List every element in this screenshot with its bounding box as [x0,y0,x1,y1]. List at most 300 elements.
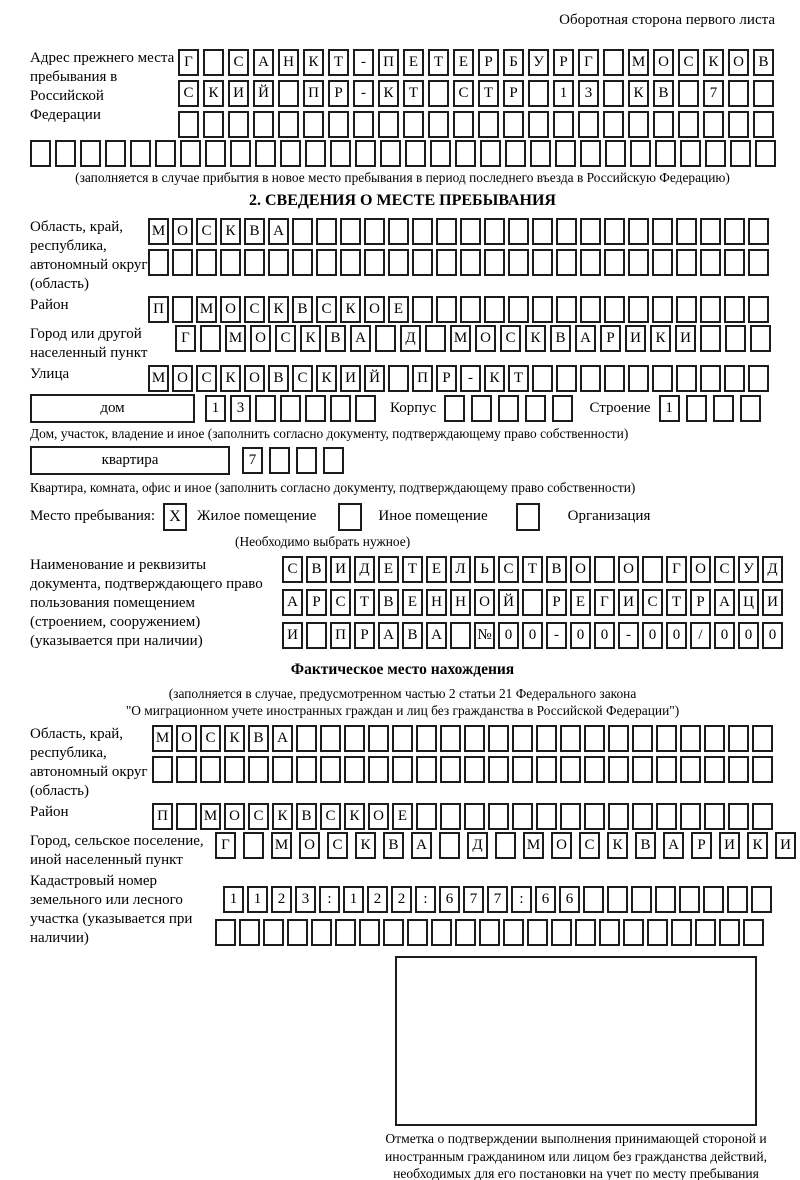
form-cell[interactable]: К [650,325,671,352]
form-cell[interactable]: С [292,365,313,392]
form-cell[interactable]: П [152,803,173,830]
form-cell[interactable] [748,365,769,392]
form-cell[interactable]: У [528,49,549,76]
form-cell[interactable] [30,140,51,167]
form-cell[interactable]: С [327,832,348,859]
form-cell[interactable] [555,140,576,167]
form-cell[interactable] [478,111,499,138]
form-cell[interactable] [556,218,577,245]
form-cell[interactable] [607,886,628,913]
form-cell[interactable] [743,919,764,946]
form-cell[interactable] [705,140,726,167]
form-cell[interactable] [532,218,553,245]
form-cell[interactable] [253,111,274,138]
form-cell[interactable]: О [474,589,495,616]
form-cell[interactable] [556,365,577,392]
form-cell[interactable]: П [378,49,399,76]
form-cell[interactable]: В [546,556,567,583]
form-cell[interactable]: Д [762,556,783,583]
form-cell[interactable]: Г [215,832,236,859]
form-cell[interactable] [255,140,276,167]
form-cell[interactable]: О [172,218,193,245]
form-cell[interactable]: С [320,803,341,830]
form-cell[interactable]: А [282,589,303,616]
form-cell[interactable] [392,756,413,783]
form-cell[interactable]: С [500,325,521,352]
form-cell[interactable]: А [575,325,596,352]
form-cell[interactable] [604,296,625,323]
form-cell[interactable]: О [224,803,245,830]
form-cell[interactable] [630,140,651,167]
form-cell[interactable] [652,249,673,276]
form-cell[interactable]: : [415,886,436,913]
form-cell[interactable]: Е [402,589,423,616]
form-cell[interactable]: М [225,325,246,352]
form-cell[interactable]: Г [594,589,615,616]
form-cell[interactable] [403,111,424,138]
form-cell[interactable]: О [618,556,639,583]
form-cell[interactable]: 1 [659,395,680,422]
form-cell[interactable] [412,296,433,323]
form-cell[interactable]: М [200,803,221,830]
form-cell[interactable]: Б [503,49,524,76]
form-cell[interactable] [323,447,344,474]
form-cell[interactable]: Т [328,49,349,76]
form-cell[interactable] [676,365,697,392]
form-cell[interactable]: : [511,886,532,913]
form-cell[interactable]: Т [403,80,424,107]
form-cell[interactable] [580,365,601,392]
form-cell[interactable]: - [460,365,481,392]
form-cell[interactable]: М [152,725,173,752]
form-cell[interactable]: В [325,325,346,352]
form-cell[interactable] [642,556,663,583]
form-cell[interactable]: К [344,803,365,830]
form-cell[interactable] [503,111,524,138]
form-cell[interactable] [328,111,349,138]
form-cell[interactable] [488,725,509,752]
form-cell[interactable]: О [250,325,271,352]
form-cell[interactable] [584,756,605,783]
form-cell[interactable]: А [663,832,684,859]
form-cell[interactable] [263,919,284,946]
form-cell[interactable] [752,803,773,830]
form-cell[interactable] [532,249,553,276]
form-cell[interactable]: К [340,296,361,323]
form-cell[interactable] [375,325,396,352]
form-cell[interactable] [416,803,437,830]
form-cell[interactable]: К [484,365,505,392]
form-cell[interactable]: А [714,589,735,616]
form-cell[interactable]: Д [467,832,488,859]
form-cell[interactable]: Г [578,49,599,76]
form-cell[interactable]: И [625,325,646,352]
form-cell[interactable]: С [330,589,351,616]
form-cell[interactable] [730,140,751,167]
form-cell[interactable]: Р [306,589,327,616]
form-cell[interactable]: Ь [474,556,495,583]
form-cell[interactable] [388,218,409,245]
form-cell[interactable] [440,756,461,783]
form-cell[interactable] [428,111,449,138]
form-cell[interactable] [530,140,551,167]
form-cell[interactable]: О [299,832,320,859]
form-cell[interactable] [340,249,361,276]
form-cell[interactable] [752,756,773,783]
form-cell[interactable] [528,111,549,138]
form-cell[interactable]: Т [522,556,543,583]
form-cell[interactable] [551,919,572,946]
form-cell[interactable] [753,80,774,107]
form-cell[interactable]: Т [354,589,375,616]
form-cell[interactable] [296,725,317,752]
form-cell[interactable] [368,725,389,752]
form-cell[interactable] [464,803,485,830]
form-cell[interactable] [440,803,461,830]
form-cell[interactable] [608,756,629,783]
form-cell[interactable]: Е [403,49,424,76]
form-cell[interactable] [740,395,761,422]
form-cell[interactable]: К [355,832,376,859]
form-cell[interactable]: В [550,325,571,352]
form-cell[interactable] [364,249,385,276]
form-cell[interactable] [508,296,529,323]
form-cell[interactable] [335,919,356,946]
form-cell[interactable] [704,803,725,830]
form-cell[interactable]: 7 [487,886,508,913]
form-cell[interactable] [471,395,492,422]
form-cell[interactable]: Р [354,622,375,649]
form-cell[interactable]: : [319,886,340,913]
form-cell[interactable]: Г [666,556,687,583]
form-cell[interactable] [652,365,673,392]
form-cell[interactable]: Й [253,80,274,107]
form-cell[interactable] [416,756,437,783]
form-cell[interactable] [536,725,557,752]
form-cell[interactable] [453,111,474,138]
form-cell[interactable] [608,803,629,830]
form-cell[interactable]: П [330,622,351,649]
form-cell[interactable]: О [728,49,749,76]
form-cell[interactable] [488,803,509,830]
form-cell[interactable] [388,249,409,276]
form-cell[interactable] [215,919,236,946]
form-cell[interactable]: К [300,325,321,352]
form-cell[interactable]: И [340,365,361,392]
form-cell[interactable] [755,140,776,167]
form-cell[interactable]: - [353,49,374,76]
form-cell[interactable]: М [148,365,169,392]
form-cell[interactable]: К [268,296,289,323]
form-cell[interactable]: 1 [553,80,574,107]
form-cell[interactable] [176,803,197,830]
form-cell[interactable]: А [268,218,289,245]
form-cell[interactable]: Н [450,589,471,616]
form-cell[interactable] [505,140,526,167]
form-cell[interactable] [412,218,433,245]
form-cell[interactable]: С [196,218,217,245]
form-cell[interactable] [330,395,351,422]
form-cell[interactable] [603,49,624,76]
form-cell[interactable] [632,725,653,752]
form-cell[interactable] [200,325,221,352]
form-cell[interactable]: С [498,556,519,583]
form-cell[interactable] [724,249,745,276]
form-cell[interactable]: 7 [703,80,724,107]
form-cell[interactable] [378,111,399,138]
form-cell[interactable]: Р [503,80,524,107]
form-cell[interactable] [383,919,404,946]
form-cell[interactable]: С [678,49,699,76]
form-cell[interactable] [700,296,721,323]
form-cell[interactable] [680,140,701,167]
form-cell[interactable] [430,140,451,167]
form-cell[interactable] [628,218,649,245]
form-cell[interactable] [495,832,516,859]
form-cell[interactable] [248,756,269,783]
form-cell[interactable]: С [196,365,217,392]
form-cell[interactable]: К [378,80,399,107]
form-cell[interactable]: В [378,589,399,616]
form-cell[interactable] [180,140,201,167]
form-cell[interactable] [647,919,668,946]
form-cell[interactable]: Е [570,589,591,616]
form-cell[interactable]: В [383,832,404,859]
form-cell[interactable]: М [523,832,544,859]
form-cell[interactable] [464,725,485,752]
form-cell[interactable] [604,218,625,245]
form-cell[interactable] [431,919,452,946]
form-cell[interactable] [623,919,644,946]
form-cell[interactable] [655,140,676,167]
form-cell[interactable] [444,395,465,422]
form-cell[interactable] [272,756,293,783]
form-cell[interactable] [680,756,701,783]
form-cell[interactable] [243,832,264,859]
form-cell[interactable]: 0 [714,622,735,649]
form-cell[interactable] [680,725,701,752]
form-cell[interactable]: 1 [247,886,268,913]
form-cell[interactable]: Н [278,49,299,76]
form-cell[interactable] [296,447,317,474]
form-cell[interactable] [556,296,577,323]
form-cell[interactable]: К [303,49,324,76]
form-cell[interactable] [296,756,317,783]
form-cell[interactable] [727,886,748,913]
form-cell[interactable] [628,365,649,392]
form-cell[interactable] [455,919,476,946]
form-cell[interactable]: Р [328,80,349,107]
form-cell[interactable] [480,140,501,167]
form-cell[interactable]: Й [498,589,519,616]
form-cell[interactable] [508,218,529,245]
form-cell[interactable]: 3 [295,886,316,913]
form-cell[interactable]: О [172,365,193,392]
form-cell[interactable]: П [303,80,324,107]
form-cell[interactable] [556,249,577,276]
form-cell[interactable] [628,111,649,138]
form-cell[interactable] [580,296,601,323]
form-cell[interactable] [255,395,276,422]
form-cell[interactable] [700,325,721,352]
form-cell[interactable]: М [628,49,649,76]
form-cell[interactable] [528,80,549,107]
form-cell[interactable] [580,249,601,276]
form-cell[interactable]: И [330,556,351,583]
form-cell[interactable] [719,919,740,946]
form-cell[interactable] [148,249,169,276]
form-cell[interactable]: О [690,556,711,583]
form-cell[interactable] [655,886,676,913]
form-cell[interactable]: - [618,622,639,649]
form-cell[interactable] [553,111,574,138]
form-cell[interactable]: И [282,622,303,649]
form-cell[interactable] [680,803,701,830]
form-cell[interactable]: О [220,296,241,323]
form-cell[interactable]: С [282,556,303,583]
form-cell[interactable]: О [653,49,674,76]
form-cell[interactable] [305,395,326,422]
form-cell[interactable]: К [224,725,245,752]
form-cell[interactable] [748,296,769,323]
form-cell[interactable]: 0 [570,622,591,649]
form-cell[interactable] [355,140,376,167]
form-cell[interactable]: К [203,80,224,107]
form-cell[interactable] [676,296,697,323]
form-cell[interactable] [578,111,599,138]
form-cell[interactable]: / [690,622,711,649]
form-cell[interactable]: В [635,832,656,859]
form-cell[interactable]: А [411,832,432,859]
form-cell[interactable]: 1 [223,886,244,913]
form-cell[interactable] [724,296,745,323]
form-cell[interactable] [676,218,697,245]
form-cell[interactable] [751,886,772,913]
form-cell[interactable] [580,140,601,167]
form-cell[interactable] [455,140,476,167]
form-cell[interactable] [750,325,771,352]
form-cell[interactable]: Р [546,589,567,616]
form-cell[interactable]: Е [388,296,409,323]
form-cell[interactable]: А [426,622,447,649]
form-cell[interactable] [388,365,409,392]
form-cell[interactable]: С [200,725,221,752]
form-cell[interactable]: Р [690,589,711,616]
form-cell[interactable] [552,395,573,422]
form-cell[interactable]: 1 [343,886,364,913]
form-cell[interactable]: С [248,803,269,830]
form-cell[interactable] [280,140,301,167]
form-cell[interactable]: - [546,622,567,649]
form-cell[interactable]: С [275,325,296,352]
form-cell[interactable] [392,725,413,752]
form-cell[interactable] [628,249,649,276]
form-cell[interactable]: В [653,80,674,107]
form-cell[interactable] [436,249,457,276]
form-cell[interactable]: С [642,589,663,616]
form-cell[interactable] [230,140,251,167]
form-cell[interactable]: 2 [367,886,388,913]
form-cell[interactable] [703,111,724,138]
form-cell[interactable] [292,218,313,245]
form-cell[interactable]: Р [553,49,574,76]
form-cell[interactable]: О [244,365,265,392]
form-cell[interactable]: И [762,589,783,616]
form-cell[interactable]: А [378,622,399,649]
form-cell[interactable] [224,756,245,783]
form-cell[interactable]: Г [175,325,196,352]
form-cell[interactable]: М [196,296,217,323]
form-cell[interactable] [80,140,101,167]
form-cell[interactable] [344,756,365,783]
form-cell[interactable] [55,140,76,167]
form-cell[interactable] [748,218,769,245]
form-cell[interactable] [748,249,769,276]
form-cell[interactable]: Т [666,589,687,616]
form-cell[interactable] [583,886,604,913]
form-cell[interactable]: А [253,49,274,76]
form-cell[interactable] [450,622,471,649]
form-cell[interactable] [484,296,505,323]
form-cell[interactable] [725,325,746,352]
form-cell[interactable]: Т [508,365,529,392]
form-cell[interactable] [536,756,557,783]
form-cell[interactable] [704,756,725,783]
form-cell[interactable] [656,803,677,830]
form-cell[interactable]: 0 [642,622,663,649]
form-cell[interactable]: Т [428,49,449,76]
form-cell[interactable] [604,365,625,392]
form-cell[interactable]: Н [426,589,447,616]
form-cell[interactable] [652,218,673,245]
form-cell[interactable]: Е [392,803,413,830]
form-cell[interactable] [152,756,173,783]
form-cell[interactable]: 6 [439,886,460,913]
form-cell[interactable]: Р [478,49,499,76]
form-cell[interactable] [416,725,437,752]
form-cell[interactable] [603,80,624,107]
form-cell[interactable]: 3 [230,395,251,422]
form-cell[interactable]: К [272,803,293,830]
form-cell[interactable]: М [148,218,169,245]
form-cell[interactable] [178,111,199,138]
form-cell[interactable] [203,49,224,76]
form-cell[interactable]: 7 [242,447,263,474]
form-cell[interactable] [700,249,721,276]
form-cell[interactable] [656,756,677,783]
form-cell[interactable]: Р [436,365,457,392]
stay-type-checkbox-residential[interactable]: X [163,503,187,531]
form-cell[interactable]: К [703,49,724,76]
form-cell[interactable] [752,725,773,752]
form-cell[interactable]: Г [178,49,199,76]
form-cell[interactable] [580,218,601,245]
form-cell[interactable] [205,140,226,167]
form-cell[interactable] [278,111,299,138]
form-cell[interactable]: 0 [594,622,615,649]
form-cell[interactable] [220,249,241,276]
form-cell[interactable] [512,725,533,752]
form-cell[interactable] [196,249,217,276]
form-cell[interactable]: В [306,556,327,583]
form-cell[interactable] [287,919,308,946]
form-cell[interactable]: В [244,218,265,245]
form-cell[interactable]: 2 [391,886,412,913]
form-cell[interactable]: 0 [522,622,543,649]
form-cell[interactable]: Е [453,49,474,76]
form-cell[interactable]: В [248,725,269,752]
form-cell[interactable] [603,111,624,138]
